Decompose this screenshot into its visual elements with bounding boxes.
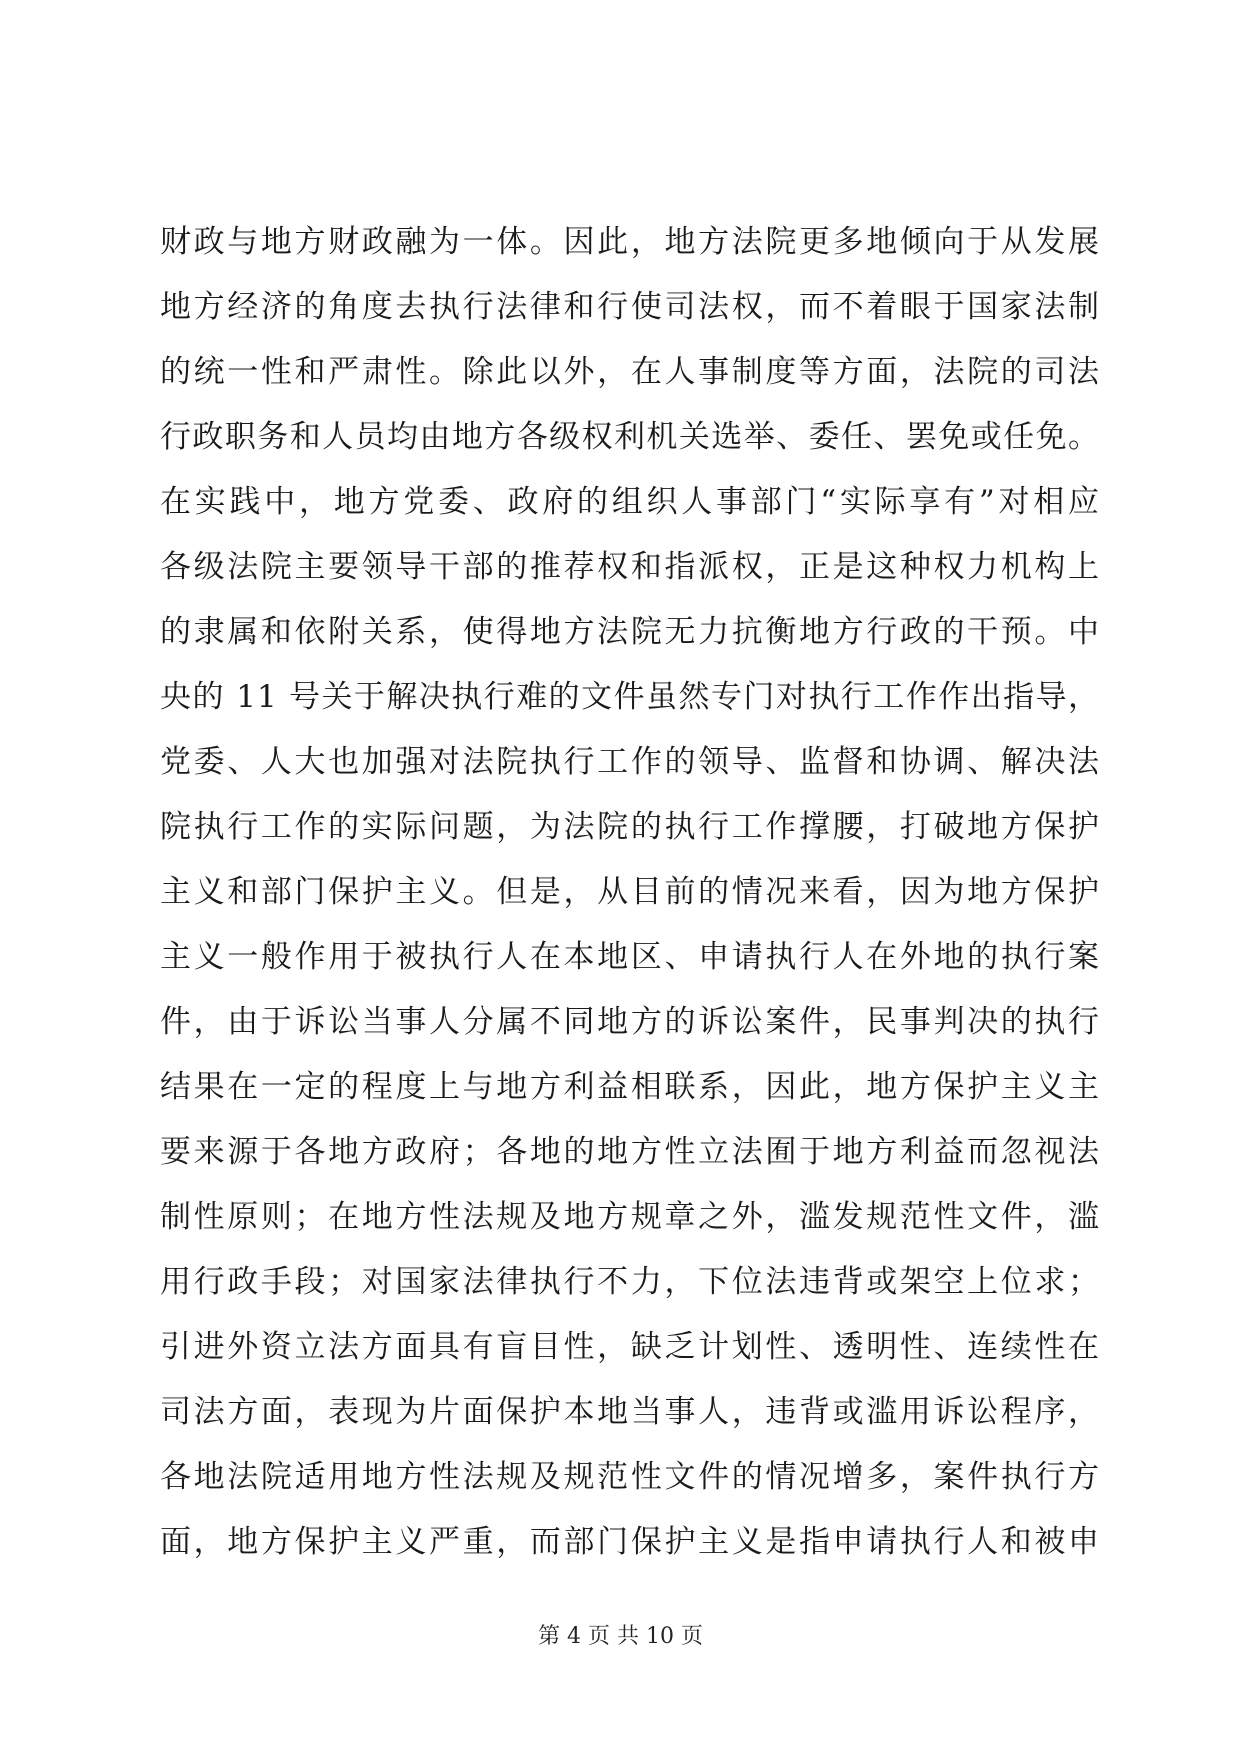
text-line: 主义一般作用于被执行人在本地区、申请执行人在外地的执行案 bbox=[160, 939, 1100, 975]
text-line: 结果在一定的程度上与地方利益相联系，因此，地方保护主义主 bbox=[160, 1069, 1100, 1105]
text-line: 的隶属和依附关系，使得地方法院无力抗衡地方行政的干预。中 bbox=[160, 614, 1100, 650]
text-line: 用行政手段；对国家法律执行不力，下位法违背或架空上位求； bbox=[160, 1264, 1100, 1300]
text-line: 各地法院适用地方性法规及规范性文件的情况增多，案件执行方 bbox=[160, 1459, 1100, 1495]
text-line: 制性原则；在地方性法规及地方规章之外，滥发规范性文件，滥 bbox=[160, 1199, 1100, 1235]
text-line: 要来源于各地方政府；各地的地方性立法囿于地方利益而忽视法 bbox=[160, 1134, 1100, 1170]
text-line: 在实践中，地方党委、政府的组织人事部门“实际享有”对相应 bbox=[160, 484, 1100, 520]
text-line: 主义和部门保护主义。但是，从目前的情况来看，因为地方保护 bbox=[160, 874, 1100, 910]
text-line: 各级法院主要领导干部的推荐权和指派权，正是这种权力机构上 bbox=[160, 549, 1100, 585]
text-line: 的统一性和严肃性。除此以外，在人事制度等方面，法院的司法 bbox=[160, 354, 1100, 390]
text-line: 件，由于诉讼当事人分属不同地方的诉讼案件，民事判决的执行 bbox=[160, 1004, 1100, 1040]
text-line: 院执行工作的实际问题，为法院的执行工作撑腰，打破地方保护 bbox=[160, 809, 1100, 845]
text-line: 央的 11 号关于解决执行难的文件虽然专门对执行工作作出指导， bbox=[160, 679, 1100, 715]
text-line: 财政与地方财政融为一体。因此，地方法院更多地倾向于从发展 bbox=[160, 224, 1100, 260]
text-line: 地方经济的角度去执行法律和行使司法权，而不着眼于国家法制 bbox=[160, 289, 1100, 325]
body-text bbox=[160, 210, 1100, 1575]
text-line: 引进外资立法方面具有盲目性，缺乏计划性、透明性、连续性在 bbox=[160, 1329, 1100, 1365]
text-line: 面，地方保护主义严重，而部门保护主义是指申请执行人和被申 bbox=[160, 1524, 1100, 1560]
page-number-footer: 第 4 页 共 10 页 bbox=[538, 1624, 703, 1649]
text-line: 司法方面，表现为片面保护本地当事人，违背或滥用诉讼程序， bbox=[160, 1394, 1100, 1430]
text-line: 党委、人大也加强对法院执行工作的领导、监督和协调、解决法 bbox=[160, 744, 1100, 780]
text-line: 行政职务和人员均由地方各级权利机关选举、委任、罢免或任免。 bbox=[160, 419, 1100, 455]
